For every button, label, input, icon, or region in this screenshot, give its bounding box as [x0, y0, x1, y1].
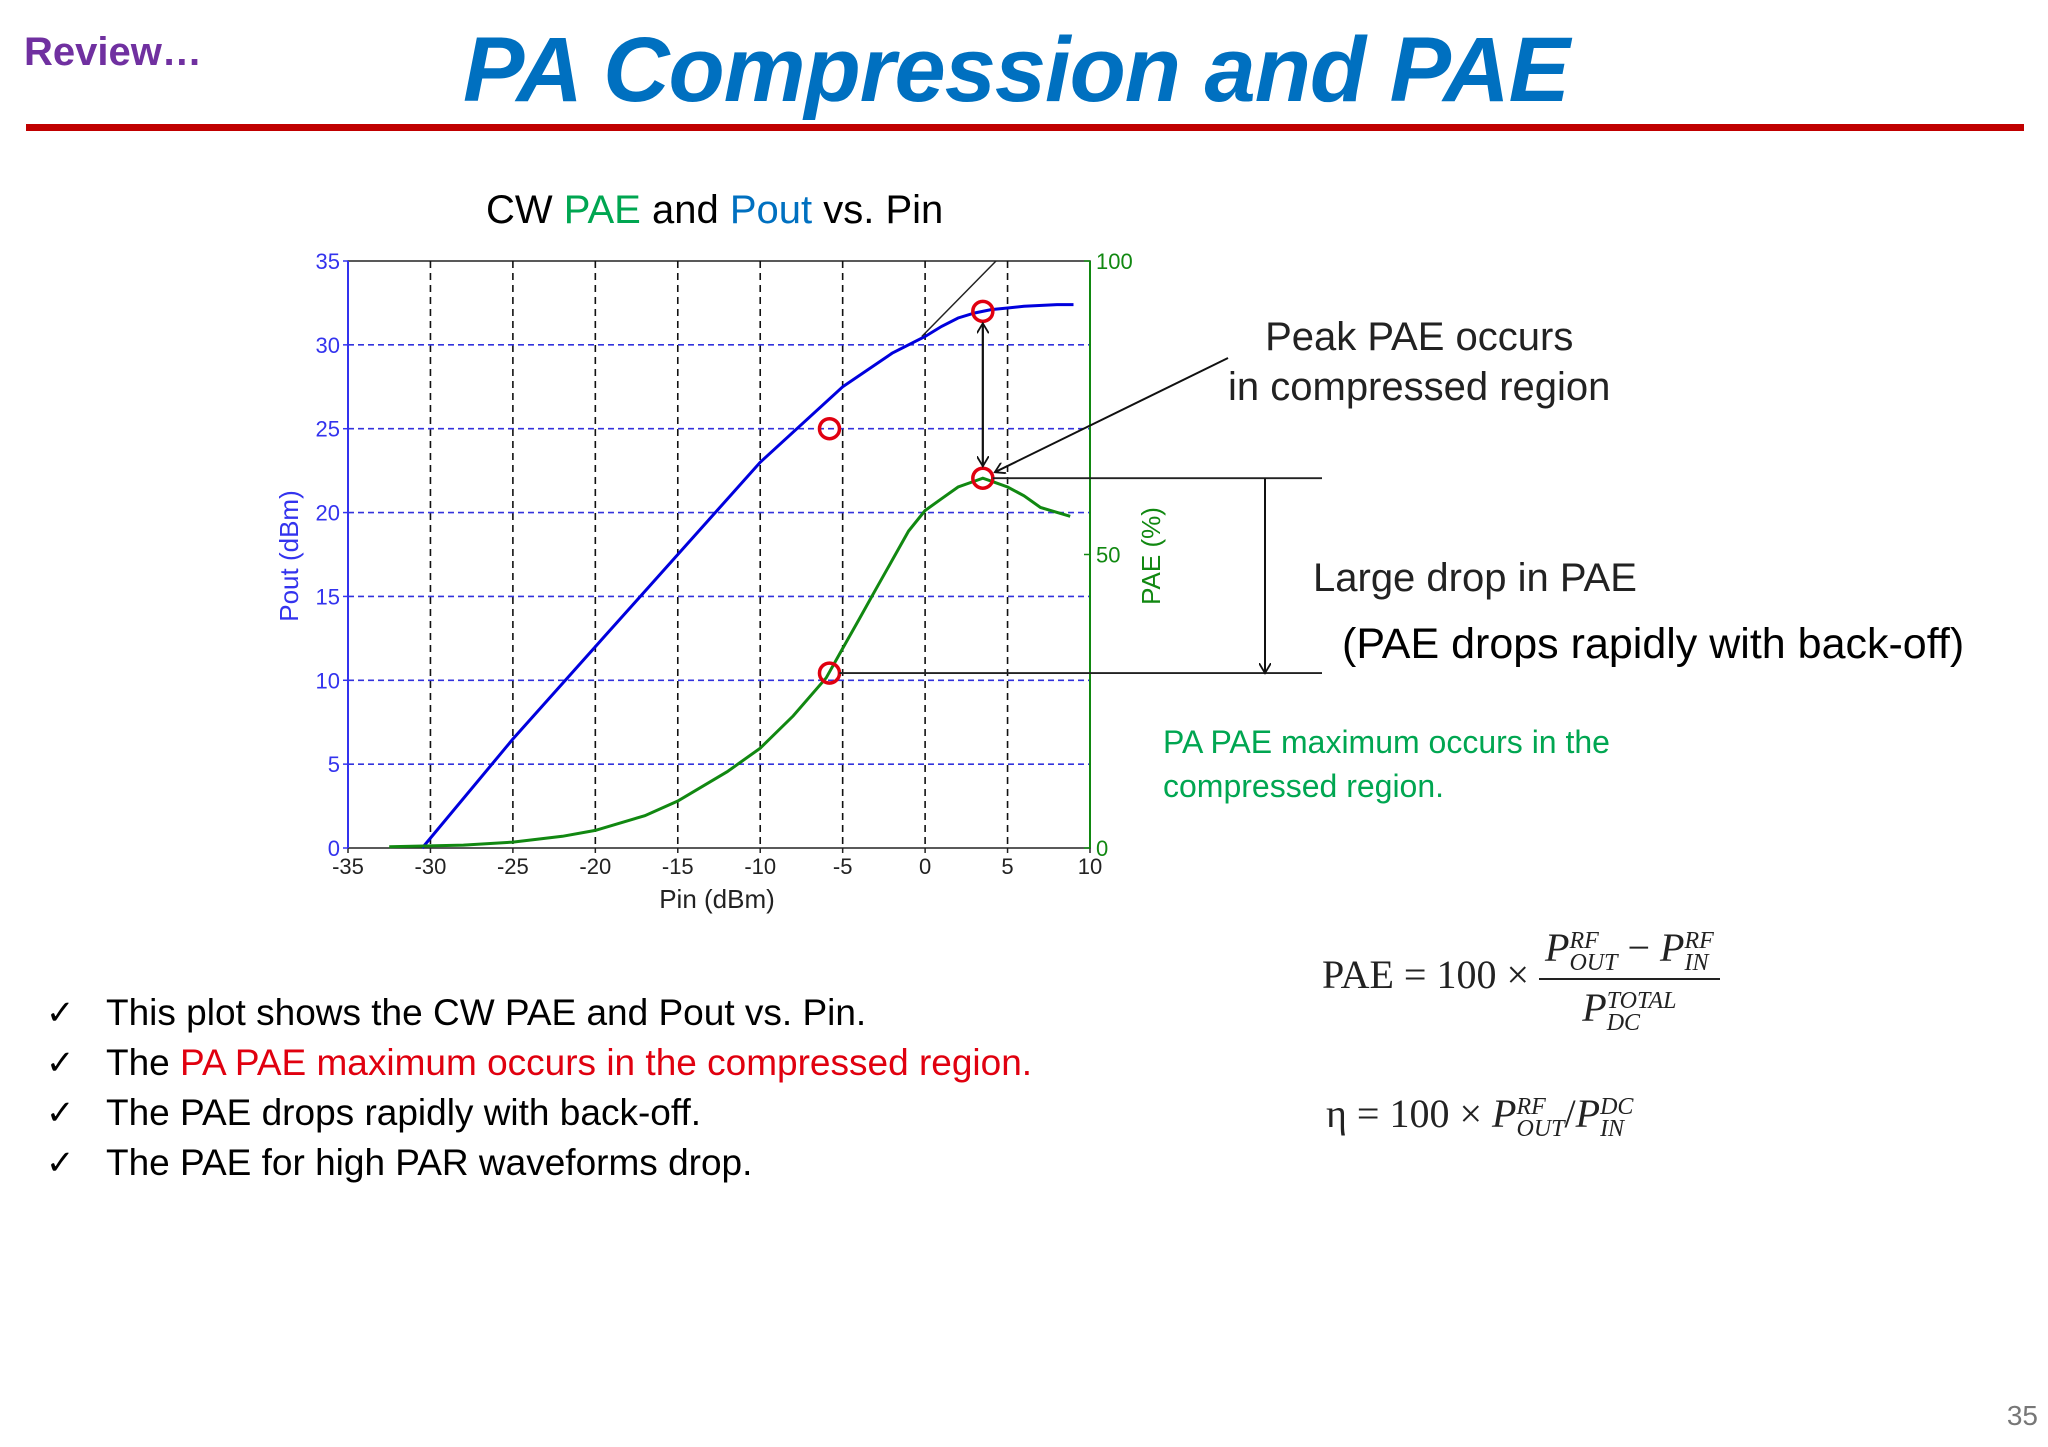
y-tick-label: 5 — [327, 752, 340, 778]
chart-title-pae: PAE — [563, 188, 641, 232]
chart-title-part-3: and — [640, 188, 730, 232]
x-axis-label: Pin (dBm) — [659, 884, 775, 914]
pae-fraction — [1539, 924, 1720, 1034]
y-tick-label: 20 — [315, 500, 340, 526]
efficiency-formula-lhs: η = 100 × — [1326, 1091, 1483, 1136]
grid-layer — [348, 261, 1090, 848]
check-icon: ✓ — [46, 994, 75, 1032]
y2-tick-label: 50 — [1096, 542, 1121, 568]
pae-formula — [1322, 924, 1720, 1034]
x-tick-label: 0 — [918, 854, 932, 879]
bullet-text: The PAE drops rapidly with back-off. — [106, 1092, 702, 1133]
y-tick-label: 35 — [315, 249, 340, 274]
bullet-text: This plot shows the CW PAE and Pout vs. Pin. — [106, 992, 867, 1033]
x-tick-label: -15 — [661, 854, 694, 879]
bullet-list — [46, 988, 1032, 1188]
y-tick-label: 30 — [315, 332, 340, 358]
x-tick-label: 5 — [1001, 854, 1014, 879]
x-tick-label: -30 — [414, 854, 447, 879]
green-note-line2: compressed region. — [1163, 768, 1445, 804]
peak-pae-callout-line2: in compressed region — [1228, 365, 1611, 409]
section-label: Review… — [24, 30, 202, 74]
check-icon: ✓ — [46, 1094, 75, 1132]
x-tick-label: 10 — [1077, 854, 1103, 879]
bullet-item — [46, 1038, 1032, 1088]
y-tick-label: 15 — [315, 584, 340, 610]
back-off-callout: (PAE drops rapidly with back-off) — [1342, 620, 1965, 668]
bullet-text: The PAE for high PAR waveforms drop. — [106, 1142, 753, 1183]
y2-axis-label: PAE (%) — [1136, 507, 1166, 605]
y-tick-label: 10 — [315, 668, 340, 694]
check-icon: ✓ — [46, 1144, 75, 1182]
check-icon: ✓ — [46, 1044, 75, 1082]
y-tick-label: 25 — [315, 416, 340, 442]
bullet-item — [46, 1138, 1032, 1188]
bullet-item — [46, 988, 1032, 1038]
bullet-text-prefix: The — [106, 1042, 181, 1083]
x-tick-label: -35 — [332, 854, 364, 879]
y2-tick-label: 0 — [1096, 836, 1109, 861]
y-axis-label: Pout (dBm) — [274, 490, 304, 622]
green-note — [1163, 720, 1610, 808]
bullet-item — [46, 1088, 1032, 1138]
x-tick-label: -20 — [579, 854, 612, 879]
page-number: 35 — [2006, 1400, 2038, 1431]
chart-title-pout: Pout — [729, 188, 813, 232]
peak-pae-callout-line1: Peak PAE occurs — [1265, 315, 1574, 359]
chart-title-part-5: vs. Pin — [812, 188, 944, 232]
y-tick-label: 0 — [327, 836, 340, 861]
x-tick-label: -5 — [832, 854, 853, 879]
efficiency-formula: η = 100 × P RF OUT /P DC IN — [1326, 1091, 1634, 1142]
green-note-line1: PA PAE maximum occurs in the — [1163, 724, 1610, 760]
peak-pae-callout — [1228, 312, 1610, 412]
plot-frame — [348, 261, 1090, 848]
y2-tick-label: 100 — [1096, 249, 1133, 274]
pae-formula-lhs: PAE = 100 × — [1322, 952, 1530, 997]
x-tick-label: -10 — [744, 854, 777, 879]
chart-title-part-1: CW — [486, 188, 564, 232]
pae-denominator: P TOTAL DC — [1582, 984, 1677, 1036]
x-tick-label: -25 — [496, 854, 529, 879]
slide-title-text: PA Compression and PAE — [462, 19, 1570, 121]
large-drop-callout: Large drop in PAE — [1313, 556, 1637, 600]
bullet-text-highlight: PA PAE maximum occurs in the compressed region. — [180, 1042, 1033, 1083]
pae-numerator: P RF OUT − P RF IN — [1539, 924, 1720, 980]
